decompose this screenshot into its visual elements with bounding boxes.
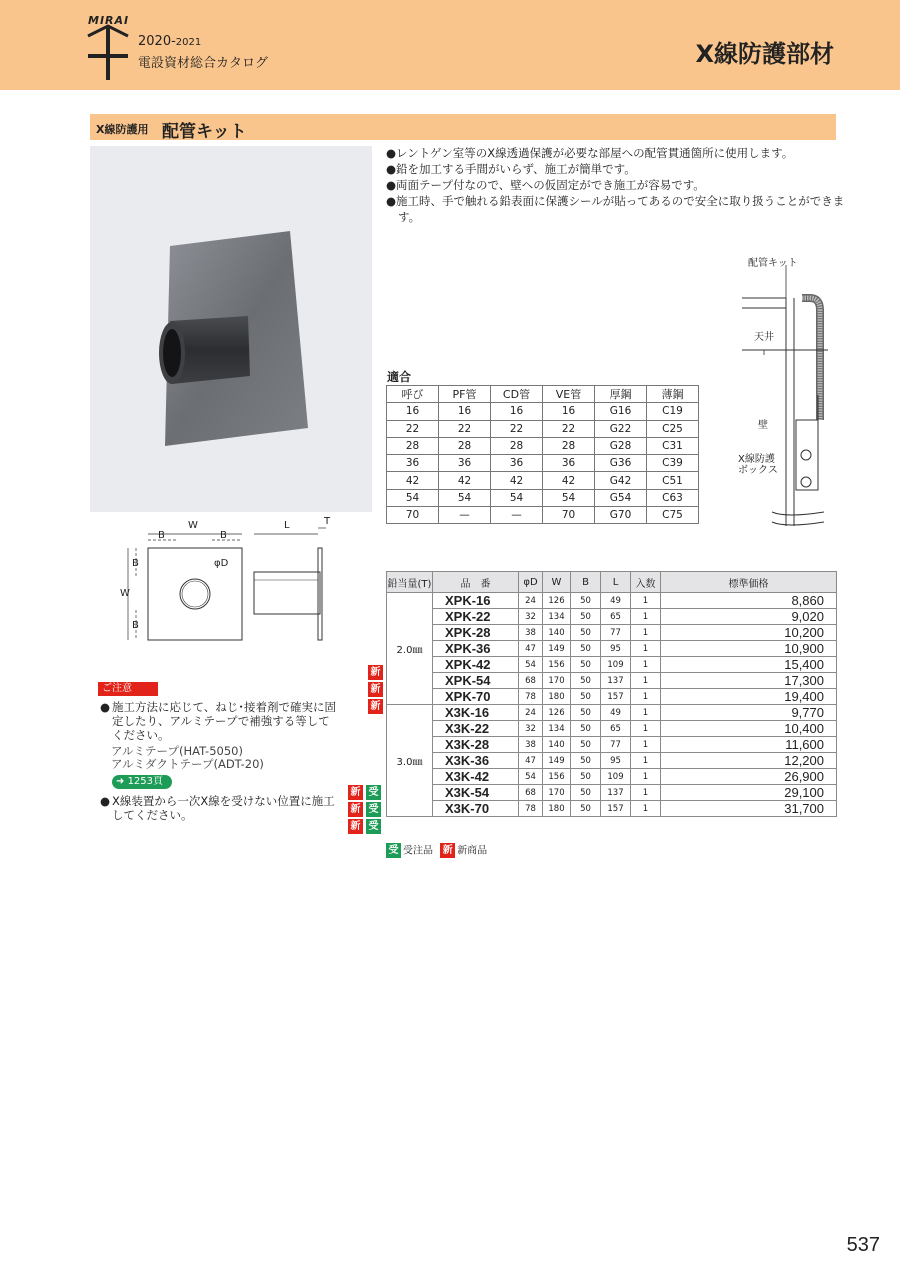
dim-w: W (188, 520, 198, 531)
quantity-cell: 1 (631, 641, 661, 657)
bullet: ● (100, 794, 111, 808)
length-cell: 65 (601, 721, 631, 737)
dim-b: B (158, 530, 165, 541)
diameter-cell: 68 (519, 673, 543, 689)
price-cell: 15,400 (661, 657, 837, 673)
diameter-cell: 24 (519, 705, 543, 721)
legend-new-text: 新商品 (457, 845, 488, 857)
caution-label: ご注意 (98, 682, 158, 696)
caution-note (100, 700, 340, 742)
fit-cell: 28 (387, 437, 439, 454)
quantity-cell: 1 (631, 785, 661, 801)
price-cell: 29,100 (661, 785, 837, 801)
spec-row (387, 641, 837, 657)
fit-cell: G22 (595, 420, 647, 437)
price-cell: 10,900 (661, 641, 837, 657)
installation-diagram (724, 250, 834, 534)
fit-header: VE管 (543, 386, 595, 403)
quantity-cell: 1 (631, 737, 661, 753)
diameter-cell: 47 (519, 641, 543, 657)
dim-t: T (324, 516, 331, 527)
b-cell: 50 (571, 705, 601, 721)
model-number-cell: XPK-16 (433, 593, 519, 609)
model-number-cell: X3K-70 (433, 801, 519, 817)
fit-cell: — (439, 507, 491, 524)
spec-row (387, 769, 837, 785)
quantity-cell: 1 (631, 657, 661, 673)
length-cell: 95 (601, 641, 631, 657)
section-title: 配管キット (162, 122, 247, 142)
length-cell: 77 (601, 737, 631, 753)
spec-header: 品 番 (433, 572, 519, 593)
new-badge: 新 (368, 682, 383, 697)
spec-header: W (543, 572, 571, 593)
b-cell: 50 (571, 785, 601, 801)
price-cell: 19,400 (661, 689, 837, 705)
quantity-cell: 1 (631, 721, 661, 737)
quantity-cell: 1 (631, 673, 661, 689)
catalog-name: 電設資材総合カタログ (138, 56, 269, 71)
length-cell: 109 (601, 769, 631, 785)
width-cell: 180 (543, 801, 571, 817)
width-cell: 140 (543, 625, 571, 641)
new-badge: 新 (348, 785, 363, 800)
spec-row (387, 593, 837, 609)
diameter-cell: 24 (519, 593, 543, 609)
spec-header: 標準価格 (661, 572, 837, 593)
box-label: X線防護 (738, 454, 775, 465)
length-cell: 157 (601, 801, 631, 817)
b-cell: 50 (571, 801, 601, 817)
spec-header: 入数 (631, 572, 661, 593)
brand-logo-text: MIRAI (88, 14, 130, 27)
price-cell: 26,900 (661, 769, 837, 785)
fit-header: PF管 (439, 386, 491, 403)
model-number-cell: XPK-70 (433, 689, 519, 705)
fit-row (387, 507, 699, 524)
diameter-cell: 78 (519, 801, 543, 817)
fit-cell: 36 (387, 455, 439, 472)
fit-cell: C25 (647, 420, 699, 437)
diameter-cell: 54 (519, 769, 543, 785)
fit-header: 呼び (387, 386, 439, 403)
b-cell: 50 (571, 657, 601, 673)
price-cell: 31,700 (661, 801, 837, 817)
ceiling-label: 天井 (754, 332, 774, 343)
b-cell: 50 (571, 689, 601, 705)
quantity-cell: 1 (631, 593, 661, 609)
b-cell: 50 (571, 593, 601, 609)
model-number-cell: X3K-28 (433, 737, 519, 753)
installation-drawing-icon (724, 250, 834, 530)
fit-cell: C31 (647, 437, 699, 454)
fit-cell: 54 (543, 489, 595, 506)
spec-row (387, 785, 837, 801)
fit-table (386, 385, 699, 524)
model-number-cell: X3K-36 (433, 753, 519, 769)
fit-cell: 42 (439, 472, 491, 489)
page-title: X線防護部材 (695, 40, 834, 68)
price-cell: 11,600 (661, 737, 837, 753)
diameter-cell: 32 (519, 721, 543, 737)
badge-legend (386, 843, 487, 859)
width-cell: 140 (543, 737, 571, 753)
spec-row (387, 625, 837, 641)
spec-row (387, 801, 837, 817)
model-number-cell: X3K-16 (433, 705, 519, 721)
feature-item: ●施工時、手で触れる鉛表面に保護シールが貼ってあるので安全に取り扱うことができます。 (386, 194, 845, 224)
model-number-cell: XPK-54 (433, 673, 519, 689)
bullet: ● (100, 700, 111, 714)
fit-cell: 22 (491, 420, 543, 437)
width-cell: 149 (543, 753, 571, 769)
dim-b-vertical: B (132, 620, 139, 631)
diameter-cell: 68 (519, 785, 543, 801)
spec-table (386, 571, 837, 817)
dim-l: L (284, 520, 290, 531)
order-badge: 受 (366, 802, 381, 817)
spec-header: φD (519, 572, 543, 593)
fit-cell: 36 (439, 455, 491, 472)
fit-cell: C63 (647, 489, 699, 506)
length-cell: 137 (601, 785, 631, 801)
legend-order-text: 受注品 (403, 845, 433, 857)
fit-row (387, 437, 699, 454)
page-number: 537 (846, 1234, 880, 1256)
fit-cell: 28 (543, 437, 595, 454)
width-cell: 126 (543, 593, 571, 609)
quantity-cell: 1 (631, 769, 661, 785)
feature-item: ●鉛を加工する手間がいらず、施工が簡単です。 (386, 162, 636, 176)
length-cell: 49 (601, 705, 631, 721)
fit-cell: G70 (595, 507, 647, 524)
fit-row (387, 420, 699, 437)
b-cell: 50 (571, 625, 601, 641)
diameter-cell: 38 (519, 625, 543, 641)
spec-row (387, 721, 837, 737)
fit-cell: 54 (439, 489, 491, 506)
caution-text: X線装置から一次X線を受けない位置に施工してください。 (112, 794, 335, 822)
new-badge: 新 (348, 802, 363, 817)
width-cell: 134 (543, 721, 571, 737)
fit-cell: C51 (647, 472, 699, 489)
dim-b-vertical: B (132, 558, 139, 569)
box-label: ボックス (738, 465, 778, 476)
fit-cell: G54 (595, 489, 647, 506)
fit-cell: G42 (595, 472, 647, 489)
dim-b: B (220, 530, 227, 541)
fit-cell: 42 (491, 472, 543, 489)
model-number-cell: X3K-54 (433, 785, 519, 801)
new-badge: 新 (348, 819, 363, 834)
order-badge: 受 (366, 785, 381, 800)
spec-row (387, 609, 837, 625)
length-cell: 65 (601, 609, 631, 625)
quantity-cell: 1 (631, 625, 661, 641)
length-cell: 137 (601, 673, 631, 689)
dim-diameter: φD (214, 558, 229, 569)
fit-header: 薄鋼 (647, 386, 699, 403)
fit-cell: C39 (647, 455, 699, 472)
price-cell: 9,020 (661, 609, 837, 625)
width-cell: 156 (543, 769, 571, 785)
dimension-drawing-icon (112, 510, 352, 645)
caution-text: 施工方法に応じて、ねじ･接着剤で確実に固定したり、アルミテープで補強する等してください。 (112, 700, 337, 742)
fit-cell: 70 (387, 507, 439, 524)
width-cell: 180 (543, 689, 571, 705)
section-prefix: X線防護用 (96, 123, 149, 136)
spec-row (387, 737, 837, 753)
spec-header: L (601, 572, 631, 593)
lead-equivalent-cell: 2.0㎜ (387, 593, 433, 705)
fit-cell: G36 (595, 455, 647, 472)
dimension-drawing (112, 510, 352, 649)
fit-row (387, 472, 699, 489)
price-cell: 17,300 (661, 673, 837, 689)
length-cell: 109 (601, 657, 631, 673)
fit-cell: 16 (543, 403, 595, 420)
caution-note (100, 794, 340, 822)
fit-header: CD管 (491, 386, 543, 403)
price-cell: 8,860 (661, 593, 837, 609)
pipe-kit-image (90, 146, 372, 512)
order-badge: 受 (366, 819, 381, 834)
feature-item: ●レントゲン室等のX線透過保護が必要な部屋への配管貫通箇所に使用します。 (386, 146, 794, 160)
fit-cell: 22 (543, 420, 595, 437)
caution-sub: アルミテープ(HAT-5050) (111, 744, 243, 758)
model-number-cell: XPK-28 (433, 625, 519, 641)
fit-cell: 16 (491, 403, 543, 420)
new-badge: 新 (368, 699, 383, 714)
wall-label: 壁 (758, 420, 768, 431)
width-cell: 170 (543, 785, 571, 801)
model-number-cell: X3K-42 (433, 769, 519, 785)
b-cell: 50 (571, 609, 601, 625)
section-heading (90, 114, 836, 140)
fit-cell: — (491, 507, 543, 524)
fit-cell: 28 (491, 437, 543, 454)
page-header (0, 0, 900, 90)
diameter-cell: 38 (519, 737, 543, 753)
page-reference-link[interactable]: ➜ 1253頁 (112, 775, 172, 789)
diameter-cell: 47 (519, 753, 543, 769)
fit-table-label: 適合 (387, 370, 412, 384)
b-cell: 50 (571, 769, 601, 785)
model-number-cell: XPK-22 (433, 609, 519, 625)
price-cell: 9,770 (661, 705, 837, 721)
fit-cell: 28 (439, 437, 491, 454)
b-cell: 50 (571, 753, 601, 769)
width-cell: 134 (543, 609, 571, 625)
quantity-cell: 1 (631, 705, 661, 721)
b-cell: 50 (571, 673, 601, 689)
fit-row (387, 403, 699, 420)
fit-cell: 54 (491, 489, 543, 506)
diameter-cell: 54 (519, 657, 543, 673)
width-cell: 149 (543, 641, 571, 657)
fit-header: 厚鋼 (595, 386, 647, 403)
length-cell: 49 (601, 593, 631, 609)
fit-cell: G28 (595, 437, 647, 454)
b-cell: 50 (571, 641, 601, 657)
quantity-cell: 1 (631, 801, 661, 817)
product-photo (90, 146, 372, 512)
spec-header: B (571, 572, 601, 593)
spec-row (387, 705, 837, 721)
feature-list (386, 145, 846, 225)
spec-header-row (387, 572, 837, 593)
page-ref: 1253頁 (127, 776, 164, 787)
fit-header-row (387, 386, 699, 403)
length-cell: 95 (601, 753, 631, 769)
model-number-cell: X3K-22 (433, 721, 519, 737)
new-badge: 新 (440, 843, 455, 858)
fit-cell: 22 (387, 420, 439, 437)
spec-row (387, 673, 837, 689)
length-cell: 157 (601, 689, 631, 705)
feature-item: ●両面テープ付なので、壁への仮固定ができ施工が容易です。 (386, 178, 705, 192)
price-cell: 12,200 (661, 753, 837, 769)
spec-row (387, 657, 837, 673)
kit-label: 配管キット (748, 258, 798, 269)
fit-cell: C75 (647, 507, 699, 524)
diameter-cell: 78 (519, 689, 543, 705)
price-cell: 10,200 (661, 625, 837, 641)
quantity-cell: 1 (631, 753, 661, 769)
fit-cell: 16 (387, 403, 439, 420)
diameter-cell: 32 (519, 609, 543, 625)
model-number-cell: XPK-36 (433, 641, 519, 657)
quantity-cell: 1 (631, 609, 661, 625)
caution-sub: アルミダクトテープ(ADT-20) (111, 757, 264, 771)
new-badge: 新 (368, 665, 383, 680)
fit-cell: 42 (387, 472, 439, 489)
spec-row (387, 753, 837, 769)
fit-cell: C19 (647, 403, 699, 420)
lead-equivalent-cell: 3.0㎜ (387, 705, 433, 817)
fit-cell: 16 (439, 403, 491, 420)
fit-cell: 54 (387, 489, 439, 506)
order-badge: 受 (386, 843, 401, 858)
width-cell: 126 (543, 705, 571, 721)
catalog-year: 2020-2021 (138, 34, 202, 49)
model-number-cell: XPK-42 (433, 657, 519, 673)
fit-cell: G16 (595, 403, 647, 420)
fit-cell: 42 (543, 472, 595, 489)
fit-cell: 36 (491, 455, 543, 472)
fit-row (387, 455, 699, 472)
b-cell: 50 (571, 721, 601, 737)
price-cell: 10,400 (661, 721, 837, 737)
dim-w-vertical: W (120, 588, 130, 599)
quantity-cell: 1 (631, 689, 661, 705)
spec-header: 鉛当量(T) (387, 572, 433, 593)
length-cell: 77 (601, 625, 631, 641)
fit-cell: 70 (543, 507, 595, 524)
fit-cell: 22 (439, 420, 491, 437)
width-cell: 156 (543, 657, 571, 673)
width-cell: 170 (543, 673, 571, 689)
spec-row (387, 689, 837, 705)
fit-row (387, 489, 699, 506)
b-cell: 50 (571, 737, 601, 753)
fit-cell: 36 (543, 455, 595, 472)
